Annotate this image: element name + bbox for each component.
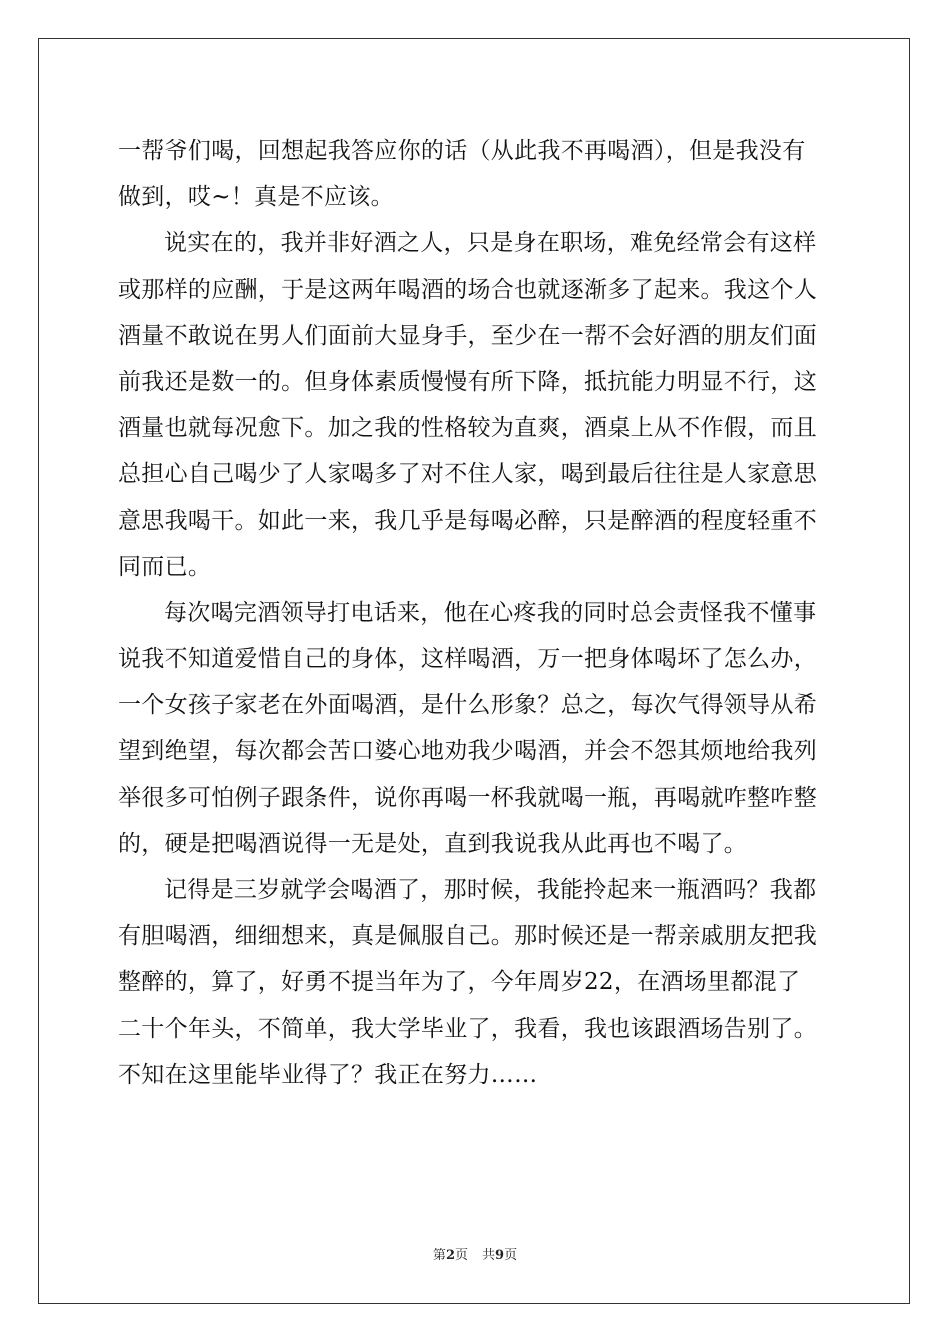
text-line: 或那样的应酬，于是这两年喝酒的场合也就逐渐多了起来。我这个人 <box>118 276 817 303</box>
text-line: 举很多可怕例子跟条件，说你再喝一杯我就喝一瓶，再喝就咋整咋整 <box>118 784 817 811</box>
text-line: 有胆喝酒，细细想来，真是佩服自己。那时候还是一帮亲戚朋友把我 <box>118 923 817 950</box>
text-line: 望到绝望，每次都会苦口婆心地劝我少喝酒，并会不怨其烦地给我列 <box>118 738 817 765</box>
text-line: 不知在这里能毕业得了？我正在努力…… <box>118 1061 538 1088</box>
text-line: 整醉的，算了，好勇不提当年为了，今年周岁22，在酒场里都混了 <box>118 969 801 996</box>
page-number-suffix: 页 <box>454 1248 468 1263</box>
page-number-prefix: 第 <box>432 1248 446 1263</box>
text-line: 酒量也就每况愈下。加之我的性格较为直爽，酒桌上从不作假，而且 <box>118 415 817 442</box>
text-line: 的，硬是把喝酒说得一无是处，直到我说我从此再也不喝了。 <box>118 830 748 857</box>
text-line: 一帮爷们喝，回想起我答应你的话（从此我不再喝酒），但是我没有 <box>118 138 806 164</box>
text-line: 说我不知道爱惜自己的身体，这样喝酒，万一把身体喝坏了怎么办， <box>118 646 817 673</box>
page-total-count: 9 <box>495 1248 505 1263</box>
text-line: 总担心自己喝少了人家喝多了对不住人家，喝到最后往往是人家意思 <box>118 461 817 488</box>
text-line: 说实在的，我并非好酒之人，只是身在职场，难免经常会有这样 <box>164 230 817 257</box>
text-line: 酒量不敢说在男人们面前大显身手，至少在一帮不会好酒的朋友们面 <box>118 322 817 349</box>
page-number-current: 2 <box>445 1248 455 1263</box>
text-line: 二十个年头，不简单，我大学毕业了，我看，我也该跟酒场告别了。 <box>118 1015 817 1042</box>
page-footer <box>0 1246 950 1266</box>
text-line: 意思我喝干。如此一来，我几乎是每喝必醉，只是醉酒的程度轻重不 <box>118 507 817 534</box>
text-line: 每次喝完酒领导打电话来，他在心疼我的同时总会责怪我不懂事 <box>164 599 817 626</box>
page-total-suffix: 页 <box>504 1248 518 1263</box>
text-line: 一个女孩子家老在外面喝酒，是什么形象？总之，每次气得领导从希 <box>118 692 817 719</box>
page-total-prefix: 共 <box>482 1248 496 1263</box>
text-line: 做到，哎~！真是不应该。 <box>118 184 394 211</box>
text-line: 同而已。 <box>118 553 212 580</box>
text-line: 前我还是数一的。但身体素质慢慢有所下降，抵抗能力明显不行，这 <box>118 368 817 395</box>
document-body <box>118 128 838 1098</box>
text-line: 记得是三岁就学会喝酒了，那时候，我能拎起来一瓶酒吗？我都 <box>164 877 817 903</box>
